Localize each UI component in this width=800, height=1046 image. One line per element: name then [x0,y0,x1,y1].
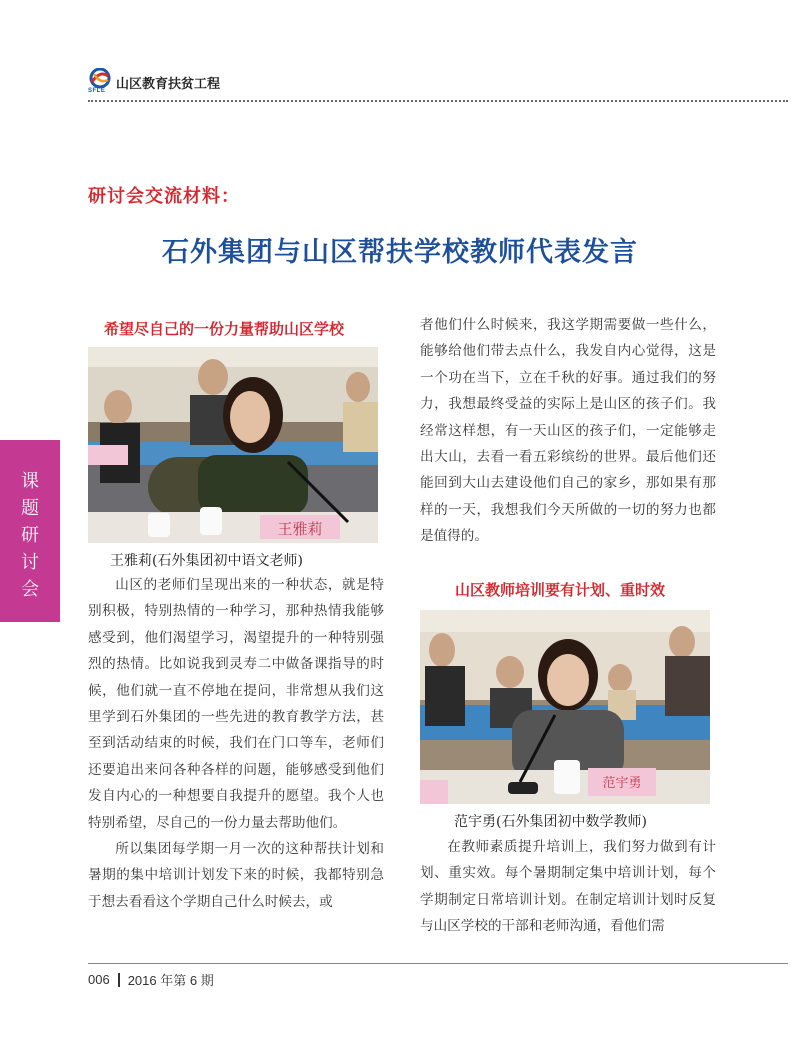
page-number: 006 [88,972,110,987]
sfle-logo [88,68,112,96]
side-tab-label: 课题研讨会 [21,471,39,600]
footer-separator [118,973,120,987]
article1-paragraph: 所以集团每学期一月一次的这种帮扶计划和暑期的集中培训计划发下来的时候，我都特别急于想去看看这个学期自己什么时候去，或 [88,841,384,910]
article1-continuation [420,312,716,550]
article1-name-card: 王雅莉 [277,520,323,538]
article1-caption: 王雅莉(石外集团初中语文老师) [110,553,303,569]
article1-photo [88,347,378,543]
page-title: 石外集团与山区帮扶学校教师代表发言 [162,237,638,268]
page-footer [88,970,214,989]
logo-icon [88,68,112,90]
page-header [88,68,220,96]
header-dotted-divider [88,100,788,102]
article1-continuation-text: 者他们什么时候来，我这学期需要做一些什么，能够给他们带去点什么，我发自内心觉得，这是一个功在当下，立在千秋的好事。通过我们的努力，我想最终受益的实际上是山区的孩子们。我经常这样想，有一天山区的孩子们，一定能够走出大山，去看一看五彩缤纷的世界。最后他们还能回到大山去建设他们自己的家乡，那如果有那样的一天，我想我们今天所做的一切的努力也都是值得的。 [420,317,716,545]
article2-title: 山区教师培训要有计划、重时效 [455,581,666,599]
header-title: 山区教育扶贫工程 [116,76,221,92]
article2-body [420,834,716,940]
article2-caption: 范宇勇(石外集团初中数学教师) [454,814,647,830]
article2-paragraph: 在教师素质提升培训上，我们努力做到有计划、重实效。每个暑期制定集中培训计划，每个学期制定日常培训计划。在制定培训计划时反复与山区学校的干部和老师沟通，看他们需 [420,839,716,935]
issue-label: 2016 年第 6 期 [127,973,214,988]
article2-photo [420,610,710,804]
article1-paragraph: 山区的老师们呈现出来的一种状态，就是特别积极，特别热情的一种学习，那种热情我能够感受到，他们渴望学习，渴望提升的一种特别强烈的热情。比如说我到灵寿二中做备课指导的时候，他们就一直不停地在提问，非常想从我们这里学到石外集团的一些先进的教育教学方法，甚至到活动结束的时候，我们在门口等车，老师们还要追出来问各种各样的问题，能够感受到他们发自内心的一种想要自我提升的愿望。我个人也特别希望，尽自己的一份力量去帮助他们。 [88,577,384,831]
footer-divider [88,963,788,964]
article1-body [88,572,384,915]
logo-text: SFLE [88,88,106,94]
article1-title: 希望尽自己的一份力量帮助山区学校 [104,320,345,338]
article2-name-card: 范宇勇 [602,776,642,791]
section-label: 研讨会交流材料： [88,186,240,207]
side-tab [0,440,60,622]
